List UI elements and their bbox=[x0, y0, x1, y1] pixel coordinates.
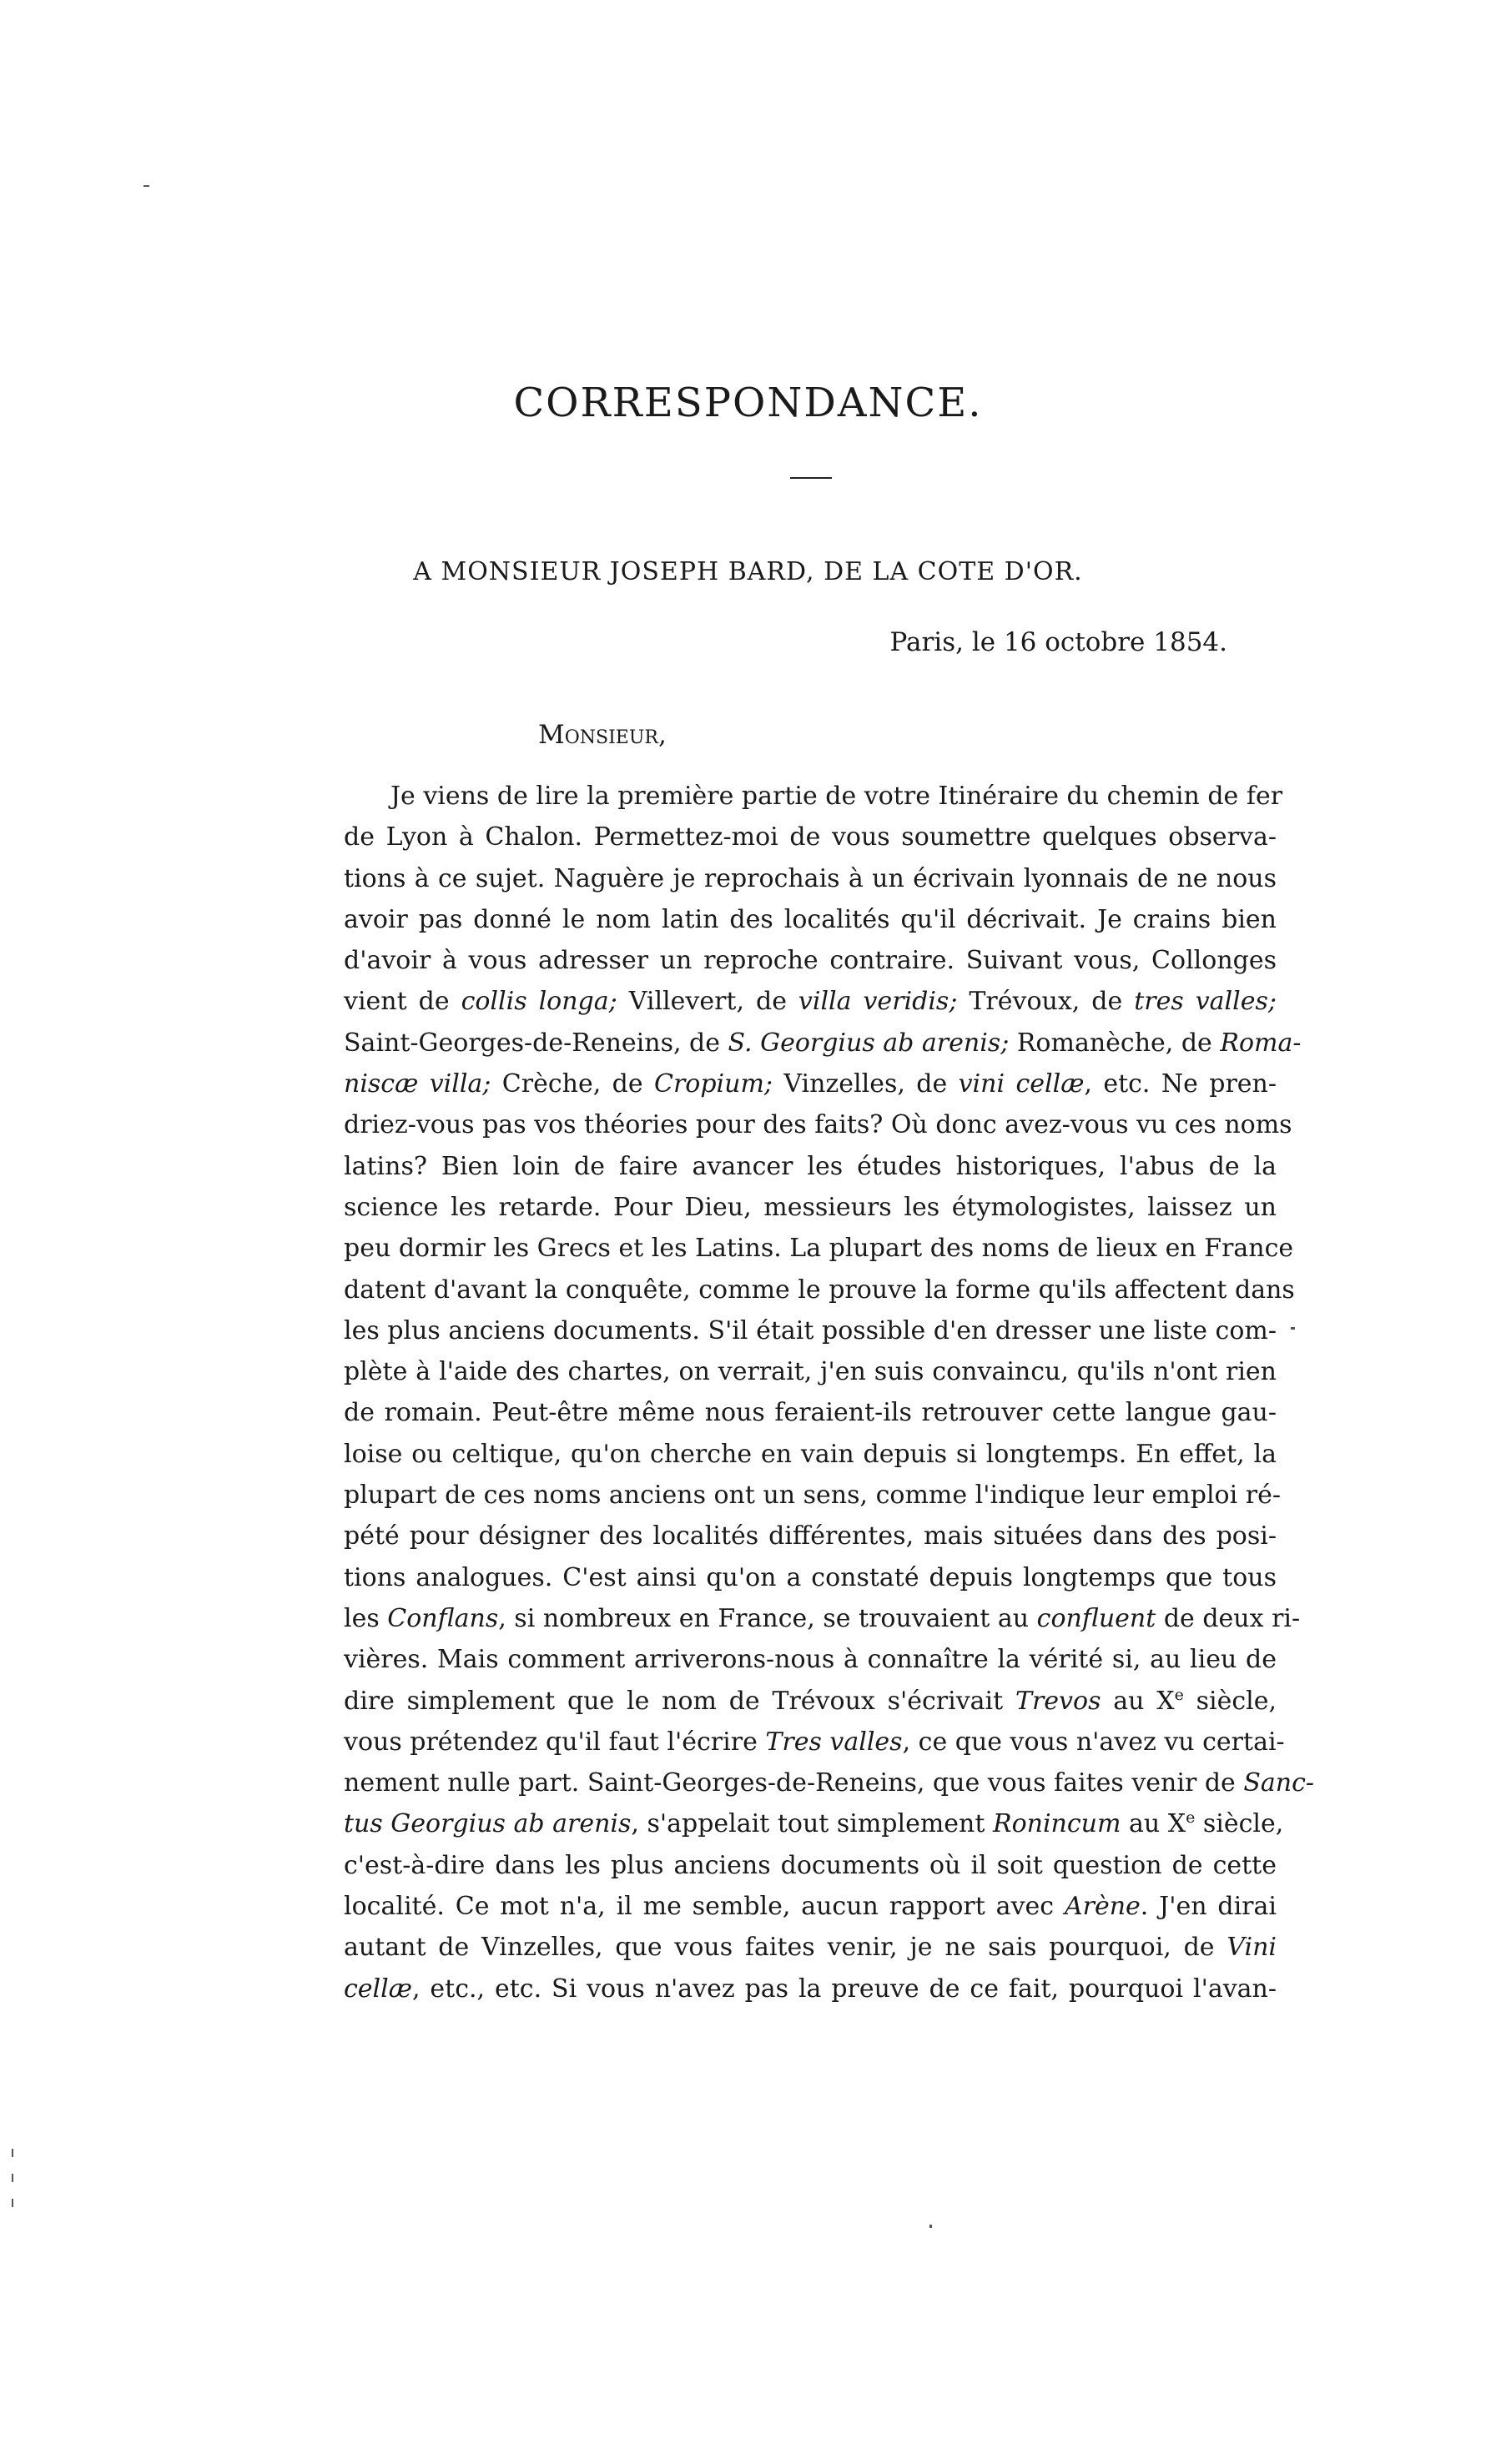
letter-body bbox=[344, 776, 1315, 2009]
text-segment: vient de bbox=[344, 987, 461, 1017]
text-line bbox=[344, 776, 1283, 817]
text-segment: les bbox=[344, 1603, 388, 1633]
letter-dateline: Paris, le 16 octobre 1854. bbox=[889, 627, 1227, 657]
text-segment: Je viens de lire la première partie de votre Itinéraire du chemin de fer bbox=[390, 782, 1283, 811]
italic-text: Vini bbox=[1227, 1933, 1277, 1963]
text-segment: les plus anciens documents. S'il était possible d'en dresser une liste com- bbox=[344, 1315, 1277, 1345]
text-segment: , etc., etc. Si vous n'avez pas la preuve de ce fait, pourquoi l'avan- bbox=[411, 1974, 1277, 2004]
text-line bbox=[344, 1187, 1277, 1228]
text-line bbox=[344, 1392, 1277, 1433]
text-line bbox=[344, 899, 1277, 940]
text-segment: latins? Bien loin de faire avancer les études historiques, l'abus de la bbox=[344, 1151, 1277, 1181]
page-title: CORRESPONDANCE. bbox=[513, 380, 983, 426]
text-line bbox=[344, 1310, 1277, 1351]
text-segment: plète à l'aide des chartes, on verrait, j'en suis convaincu, qu'ils n'ont rien bbox=[344, 1357, 1277, 1387]
italic-text: villa veridis; bbox=[798, 987, 958, 1017]
text-line bbox=[344, 1969, 1277, 2009]
scan-speck bbox=[12, 2174, 13, 2182]
text-segment: , etc. Ne pren- bbox=[1084, 1069, 1277, 1099]
text-segment: avoir pas donné le nom latin des localités qu'il décrivait. Je crains bien bbox=[344, 904, 1277, 934]
text-segment: dire simplement que le nom de Trévoux s'écrivait bbox=[344, 1686, 1015, 1716]
superscript: e bbox=[1186, 1808, 1196, 1828]
text-line bbox=[344, 1557, 1277, 1598]
text-segment: nement nulle part. Saint-Georges-de-Reneins, que vous faites venir de bbox=[344, 1768, 1244, 1798]
text-segment: localité. Ce mot n'a, il me semble, aucun rapport avec bbox=[344, 1892, 1065, 1922]
text-segment: , ce que vous n'avez vu certai- bbox=[902, 1727, 1285, 1757]
text-line bbox=[344, 1104, 1292, 1145]
text-line bbox=[344, 1598, 1301, 1639]
text-segment: Villevert, de bbox=[617, 987, 798, 1017]
text-line bbox=[344, 1228, 1294, 1269]
text-segment: au X bbox=[1121, 1809, 1186, 1839]
text-segment: de deux ri- bbox=[1156, 1603, 1301, 1633]
text-segment: plupart de ces noms anciens ont un sens, comme l'indique leur emploi ré- bbox=[344, 1481, 1281, 1511]
text-segment: driez-vous pas vos théories pour des faits? Où donc avez-vous vu ces noms bbox=[344, 1110, 1292, 1140]
text-line bbox=[344, 1023, 1302, 1064]
text-segment: , si nombreux en France, se trouvaient au bbox=[498, 1603, 1037, 1633]
text-segment: Crèche, de bbox=[491, 1069, 654, 1099]
scan-speck bbox=[12, 2149, 13, 2157]
text-segment: datent d'avant la conquête, comme le prouve la forme qu'ils affectent dans bbox=[344, 1275, 1295, 1305]
text-segment: vous prétendez qu'il faut l'écrire bbox=[344, 1727, 766, 1757]
text-segment: science les retarde. Pour Dieu, messieurs les étymologistes, laissez un bbox=[344, 1192, 1277, 1222]
letter-salutation: Monsieur, bbox=[538, 720, 667, 750]
scan-speck bbox=[1291, 1327, 1295, 1330]
italic-text: tres valles; bbox=[1134, 987, 1277, 1017]
italic-text: Roma- bbox=[1220, 1028, 1302, 1058]
text-line bbox=[344, 1927, 1277, 1968]
text-segment: . J'en dirai bbox=[1140, 1892, 1277, 1922]
italic-text: tus Georgius ab arenis bbox=[344, 1809, 632, 1839]
text-segment: de Lyon à Chalon. Permettez-moi de vous soumettre quelques observa- bbox=[344, 822, 1277, 852]
italic-text: S. Georgius ab arenis; bbox=[728, 1028, 1010, 1058]
text-segment: tions analogues. C'est ainsi qu'on a constaté depuis longtemps que tous bbox=[344, 1562, 1277, 1592]
text-segment: autant de Vinzelles, que vous faites venir, je ne sais pourquoi, de bbox=[344, 1933, 1227, 1963]
italic-text: collis longa; bbox=[461, 987, 617, 1017]
text-line bbox=[344, 1722, 1285, 1763]
italic-text: Trevos bbox=[1015, 1686, 1101, 1716]
italic-text: confluent bbox=[1036, 1603, 1156, 1633]
text-line bbox=[344, 1516, 1277, 1556]
text-line bbox=[344, 858, 1277, 899]
text-segment: vières. Mais comment arriverons-nous à connaître la vérité si, au lieu de bbox=[344, 1645, 1277, 1675]
italic-text: Tres valles bbox=[765, 1727, 903, 1757]
text-line bbox=[344, 1064, 1277, 1104]
text-segment: au X bbox=[1101, 1686, 1175, 1716]
text-segment: d'avoir à vous adresser un reproche contraire. Suivant vous, Collonges bbox=[344, 946, 1277, 976]
text-segment: Trévoux, de bbox=[957, 987, 1135, 1017]
text-line bbox=[344, 1803, 1284, 1844]
text-segment: Vinzelles, de bbox=[773, 1069, 959, 1099]
text-line bbox=[344, 817, 1277, 857]
text-line bbox=[344, 1886, 1277, 1927]
scan-speck bbox=[12, 2199, 13, 2207]
text-line bbox=[344, 940, 1277, 981]
letter-addressee: A MONSIEUR JOSEPH BARD, DE LA COTE D'OR. bbox=[413, 557, 1083, 586]
text-segment: peu dormir les Grecs et les Latins. La plupart des noms de lieux en France bbox=[344, 1234, 1294, 1264]
text-line bbox=[344, 1681, 1277, 1722]
text-segment: siècle, bbox=[1183, 1686, 1277, 1716]
italic-text: niscæ villa; bbox=[344, 1069, 491, 1099]
text-segment: Romanèche, de bbox=[1009, 1028, 1221, 1058]
text-segment: Saint-Georges-de-Reneins, de bbox=[344, 1028, 728, 1058]
text-segment: de romain. Peut-être même nous feraient-ils retrouver cette langue gau- bbox=[344, 1398, 1277, 1428]
text-line bbox=[344, 981, 1277, 1022]
scan-speck bbox=[144, 185, 149, 187]
italic-text: Sanc- bbox=[1243, 1768, 1315, 1798]
superscript: e bbox=[1174, 1685, 1184, 1704]
text-line bbox=[344, 1270, 1295, 1310]
text-line bbox=[344, 1639, 1277, 1680]
text-segment: c'est-à-dire dans les plus anciens documents où il soit question de cette bbox=[344, 1850, 1277, 1880]
italic-text: Conflans bbox=[387, 1603, 499, 1633]
text-line bbox=[344, 1475, 1281, 1516]
text-segment: pété pour désigner des localités différentes, mais situées dans des posi- bbox=[344, 1521, 1277, 1551]
title-divider bbox=[790, 477, 832, 479]
text-line bbox=[344, 1434, 1277, 1475]
text-segment: , s'appelait tout simplement bbox=[631, 1809, 993, 1839]
text-segment: siècle, bbox=[1195, 1809, 1284, 1839]
text-line bbox=[344, 1146, 1277, 1187]
scan-speck bbox=[929, 2225, 932, 2228]
text-line bbox=[344, 1845, 1277, 1886]
text-line bbox=[344, 1351, 1277, 1392]
text-segment: tions à ce sujet. Naguère je reprochais à un écrivain lyonnais de ne nous bbox=[344, 863, 1277, 893]
italic-text: cellæ bbox=[344, 1974, 412, 2004]
italic-text: vini cellæ bbox=[958, 1069, 1085, 1099]
text-segment: loise ou celtique, qu'on cherche en vain depuis si longtemps. En effet, la bbox=[344, 1439, 1277, 1469]
italic-text: Arène bbox=[1064, 1892, 1141, 1922]
italic-text: Cropium; bbox=[653, 1069, 773, 1099]
italic-text: Ronincum bbox=[992, 1809, 1121, 1839]
text-line bbox=[344, 1763, 1315, 1803]
